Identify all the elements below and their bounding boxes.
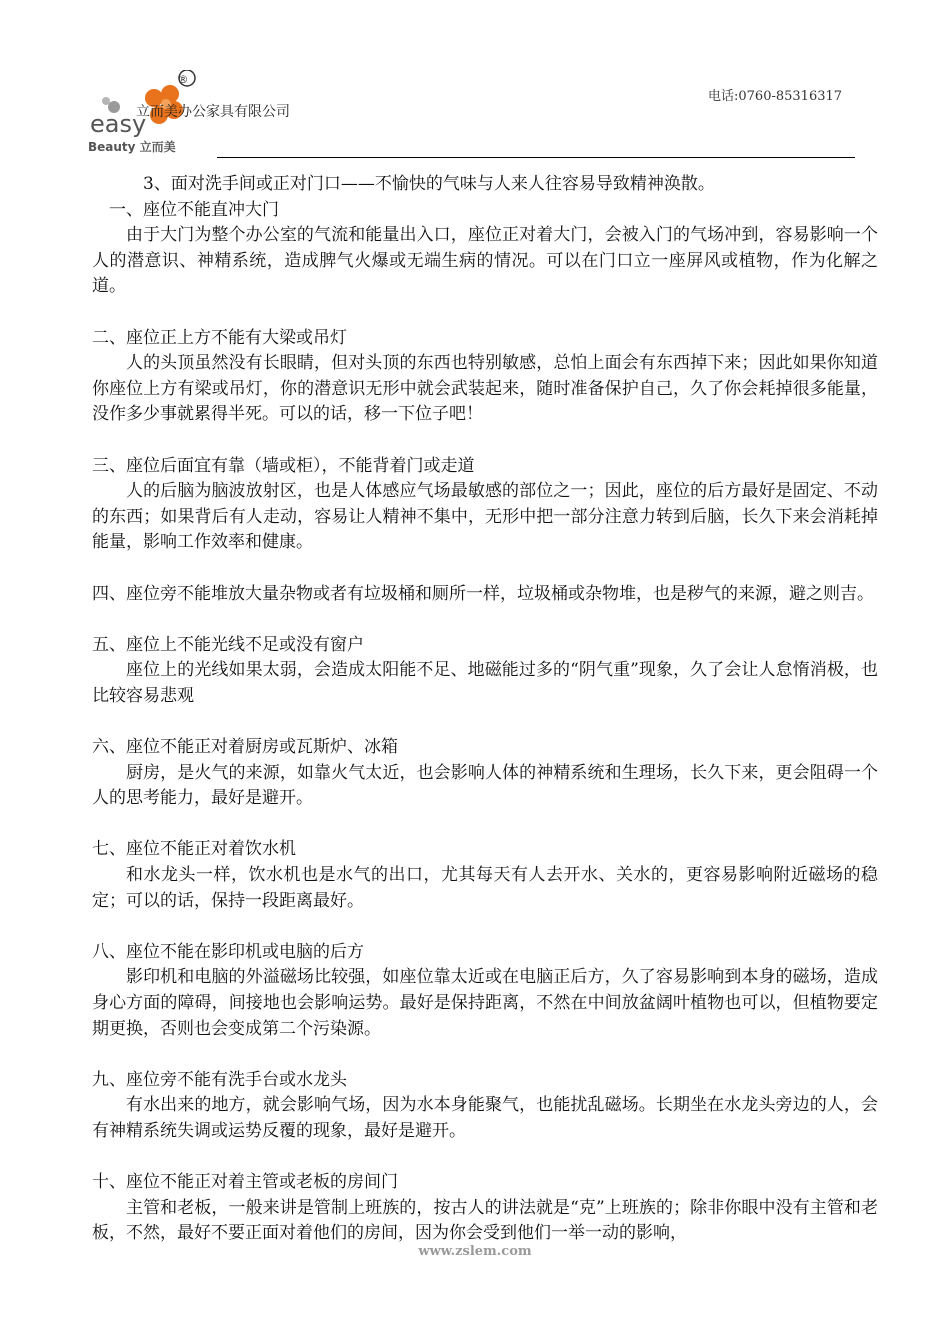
paragraph-gap: [92, 428, 878, 454]
paragraph-gap: [92, 300, 878, 326]
section-body: 人的头顶虽然没有长眼睛，但对头顶的东西也特别敏感，总怕上面会有东西掉下来；因此如果你知道你座位上方有梁或吊灯，你的潜意识无形中就会武装起来，随时准备保护自己，久了你会耗掉很多能量，没作多少事就累得半死。可以的话，移一下位子吧！: [92, 353, 878, 425]
section: [92, 326, 878, 428]
paragraph-gap: [92, 812, 878, 838]
section-title: 3、面对洗手间或正对门口——不愉快的气味与人来人往容易导致精神涣散。: [143, 174, 715, 194]
section-title: 五、座位上不能光线不足或没有窗户: [92, 634, 364, 655]
section-body: 和水龙头一样，饮水机也是水气的出口，尤其每天有人去开水、关水的，更容易影响附近磁场的稳定；可以的话，保持一段距离最好。: [92, 865, 878, 911]
section-body: 由于大门为整个办公室的气流和能量出入口，座位正对着大门，会被入门的气场冲到，容易影响一个人的潜意识、神精系统，造成脾气火爆或无端生病的情况。可以在门口立一座屏风或植物，作为化解之道。: [92, 225, 878, 297]
section-body: 有水出来的地方，就会影响气场，因为水本身能聚气，也能扰乱磁场。长期坐在水龙头旁边的人，会有神精系统失调或运势反覆的现象，最好是避开。: [92, 1095, 878, 1141]
footer-url: www.zslem.com: [418, 1244, 532, 1259]
section-body: 四、座位旁不能堆放大量杂物或者有垃圾桶和厕所一样，垃圾桶或杂物堆，也是秽气的来源，避之则吉。: [92, 583, 874, 604]
section-title: 二、座位正上方不能有大梁或吊灯: [92, 327, 347, 348]
logo-word: easy: [90, 110, 147, 138]
paragraph-gap: [92, 914, 878, 940]
section: [92, 198, 878, 300]
section-title: 三、座位后面宜有靠（墙或柜），不能背着门或走道: [92, 455, 475, 476]
company-name: 立而美办公家具有限公司: [136, 104, 290, 120]
header-rule: [217, 157, 855, 158]
paragraph-gap: [92, 556, 878, 582]
section-title: 七、座位不能正对着饮水机: [92, 839, 296, 860]
section: [92, 582, 878, 608]
phone-number: 电话:0760-85316317: [708, 89, 843, 104]
section: [92, 735, 878, 812]
paragraph-gap: [92, 1042, 878, 1068]
section: [92, 1170, 878, 1247]
section-body: 座位上的光线如果太弱，会造成太阳能不足、地磁能过多的“阴气重”现象，久了会让人怠惰消极，也比较容易悲观: [92, 660, 878, 706]
section: [92, 1068, 878, 1145]
section-title: 一、座位不能直冲大门: [109, 199, 279, 220]
section-title: 十、座位不能正对着主管或老板的房间门: [92, 1172, 398, 1193]
section-body: 厨房，是火气的来源，如靠火气太近，也会影响人体的神精系统和生理场，长久下来，更会阻碍一个人的思考能力，最好是避开。: [92, 762, 878, 809]
section: [92, 454, 878, 556]
section-title: 九、座位旁不能有洗手台或水龙头: [92, 1069, 347, 1090]
section-body: 人的后脑为脑波放射区，也是人体感应气场最敏感的部位之一；因此，座位的后方最好是固定、不动的东西；如果背后有人走动，容易让人精神不集中，无形中把一部分注意力转到后脑，长久下来会消耗掉能量，影响工作效率和健康。: [92, 481, 878, 553]
section: [92, 940, 878, 1042]
paragraph-gap: [92, 709, 878, 735]
section: [92, 172, 878, 198]
document-body: [92, 172, 878, 1247]
paragraph-gap: [92, 607, 878, 633]
section: [92, 837, 878, 914]
section-body: 主管和老板，一般来讲是管制上班族的，按古人的讲法就是“克”上班族的；除非你眼中没有主管和老板，不然，最好不要正面对着他们的房间，因为你会受到他们一举一动的影响，: [92, 1197, 878, 1244]
section-body: 影印机和电脑的外溢磁场比较强，如座位靠太近或在电脑正后方，久了容易影响到本身的磁场，造成身心方面的障碍，间接地也会影响运势。最好是保持距离，不然在中间放盆阔叶植物也可以，但植物要定期更换，否则也会变成第二个污染源。: [92, 967, 878, 1039]
logo-sub: Beauty 立而美: [88, 140, 176, 154]
section-title: 八、座位不能在影印机或电脑的后方: [92, 941, 364, 962]
section: [92, 633, 878, 710]
section-title: 六、座位不能正对着厨房或瓦斯炉、冰箱: [92, 737, 398, 758]
paragraph-gap: [92, 1145, 878, 1171]
registered-mark: ®: [177, 73, 189, 86]
